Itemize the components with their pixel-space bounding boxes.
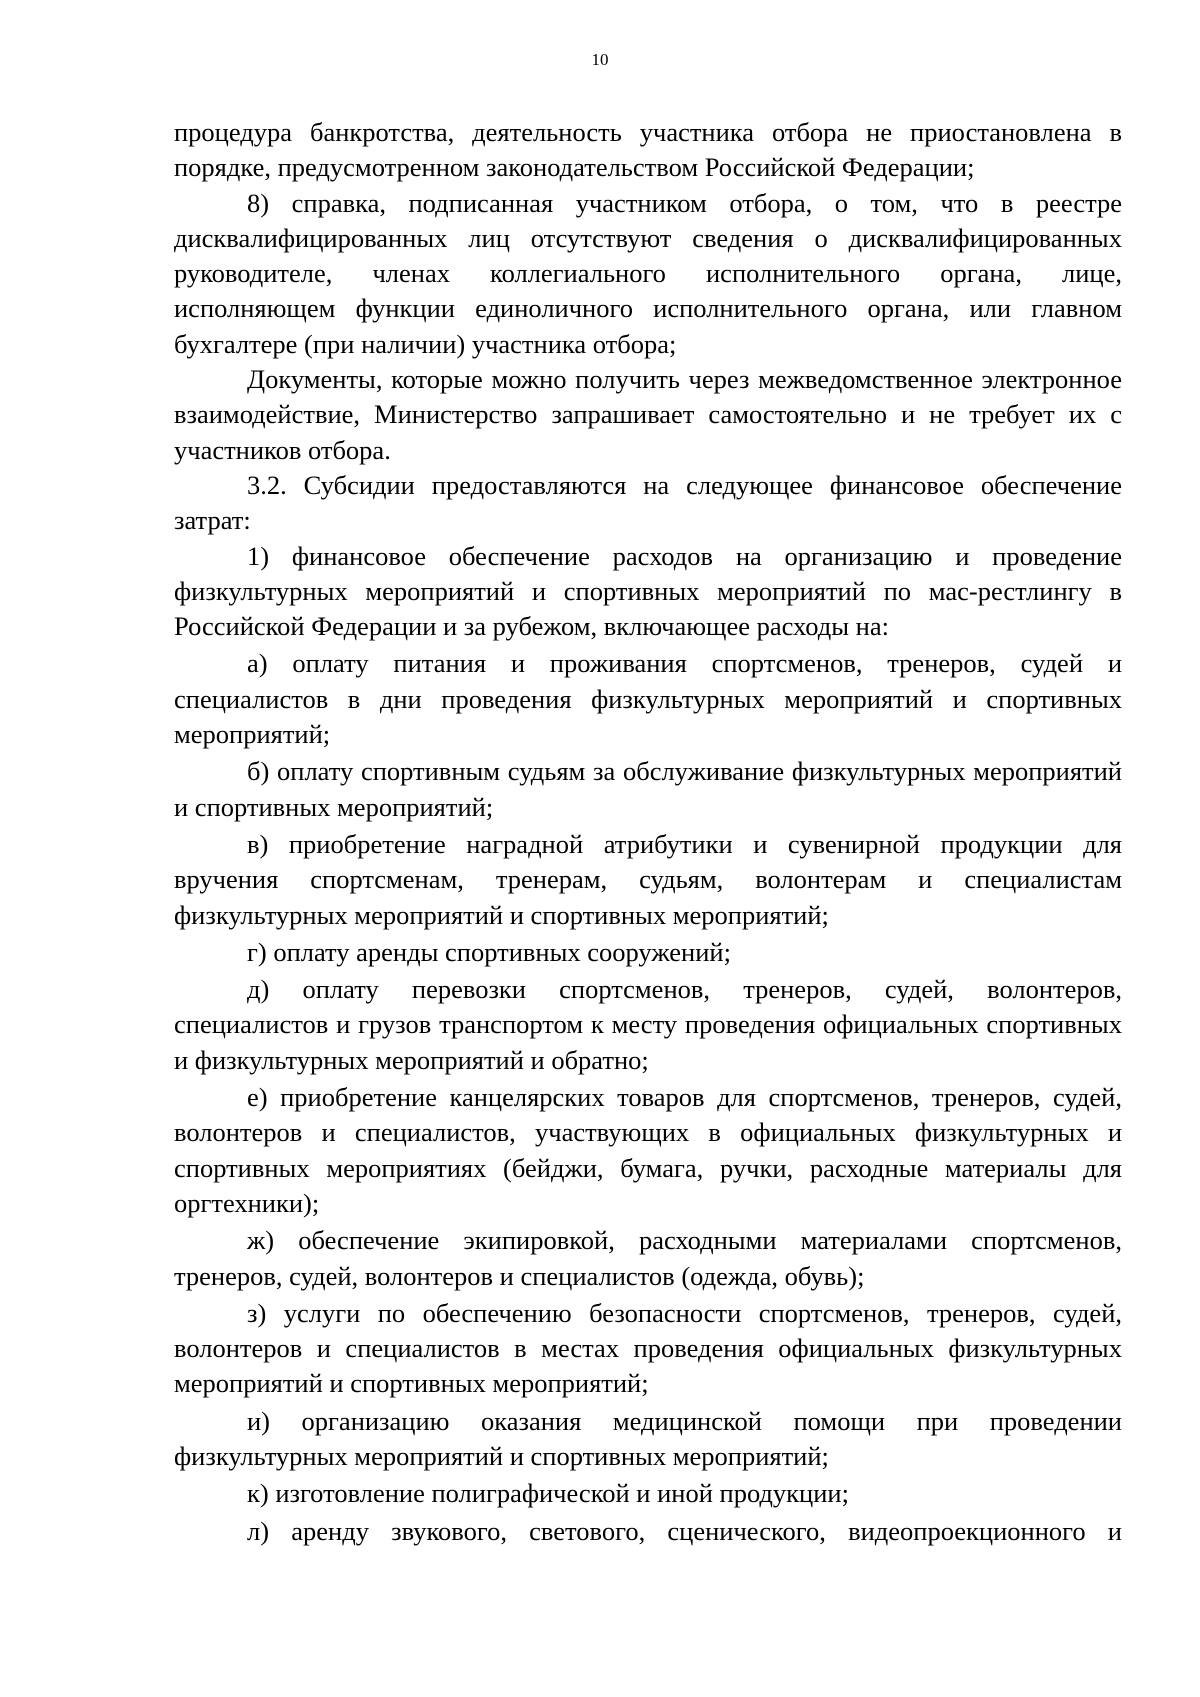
paragraph-item-1-expenses: 1) финансовое обеспечение расходов на организацию и проведение физкультурных мероприятий и спортивных мероприятий по мас-рестлингу в Российской Федерации и за рубежом, включающее расходы на:: [174, 540, 1122, 642]
paragraph-subitem-i: и) организацию оказания медицинской помощи при проведении физкультурных мероприятий и спортивных мероприятий;: [174, 1405, 1122, 1471]
paragraph-subitem-z: з) услуги по обеспечению безопасности спортсменов, тренеров, судей, волонтеров и специалистов в местах проведения официальных физкультурных мероприятий и спортивных мероприятий;: [174, 1297, 1122, 1399]
paragraph-subitem-d: д) оплату перевозки спортсменов, тренеров, судей, волонтеров, специалистов и грузов транспортом к месту проведения официальных спортивных и физкультурных мероприятий и обратно;: [174, 974, 1122, 1075]
paragraph-subitem-zh: ж) обеспечение экипировкой, расходными материалами спортсменов, тренеров, судей, волонтеров и специалистов (одежда, обувь);: [174, 1225, 1122, 1291]
paragraph-subitem-b: б) оплату спортивным судьям за обслуживание физкультурных мероприятий и спортивных мероприятий;: [174, 756, 1122, 822]
paragraph-section-3-2: 3.2. Субсидии предоставляются на следующее финансовое обеспечение затрат:: [174, 469, 1122, 536]
paragraph-subitem-k: к) изготовление полиграфической и иной продукции;: [247, 1478, 849, 1509]
paragraph-bankruptcy-continuation: процедура банкротства, деятельность участника отбора не приостановлена в порядке, предусмотренном законодательством Российской Федерации;: [174, 117, 1122, 183]
paragraph-subitem-l: л) аренду звукового, светового, сценического, видеопроекционного и: [247, 1515, 1122, 1546]
paragraph-item-8-certificate: 8) справка, подписанная участником отбора, о том, что в реестре дисквалифицированных лиц отсутствуют сведения о дисквалифицированных руководителе, членах коллегиального исполнительного органа, лице, исполняющем функции единоличного исполнительного органа, или главном бухгалтере (при наличии) участника отбора;: [174, 187, 1122, 359]
paragraph-subitem-a: а) оплату питания и проживания спортсменов, тренеров, судей и специалистов в дни проведения физкультурных мероприятий и спортивных мероприятий;: [174, 648, 1122, 750]
paragraph-subitem-e: е) приобретение канцелярских товаров для спортсменов, тренеров, судей, волонтеров и специалистов, участвующих в официальных физкультурных и спортивных мероприятиях (бейджи, бумага, ручки, расходные материалы для оргтехники);: [174, 1082, 1122, 1218]
paragraph-interagency-documents: Документы, которые можно получить через межведомственное электронное взаимодействие, Министерство запрашивает самостоятельно и не требует их с участников отбора.: [174, 364, 1122, 465]
paragraph-subitem-v: в) приобретение наградной атрибутики и сувенирной продукции для вручения спортсменам, тренерам, судьям, волонтерам и специалистам физкультурных мероприятий и спортивных мероприятий;: [174, 828, 1122, 930]
paragraph-subitem-g: г) оплату аренды спортивных сооружений;: [247, 936, 731, 967]
document-body: [174, 115, 1122, 1549]
page-number: 10: [591, 50, 609, 69]
